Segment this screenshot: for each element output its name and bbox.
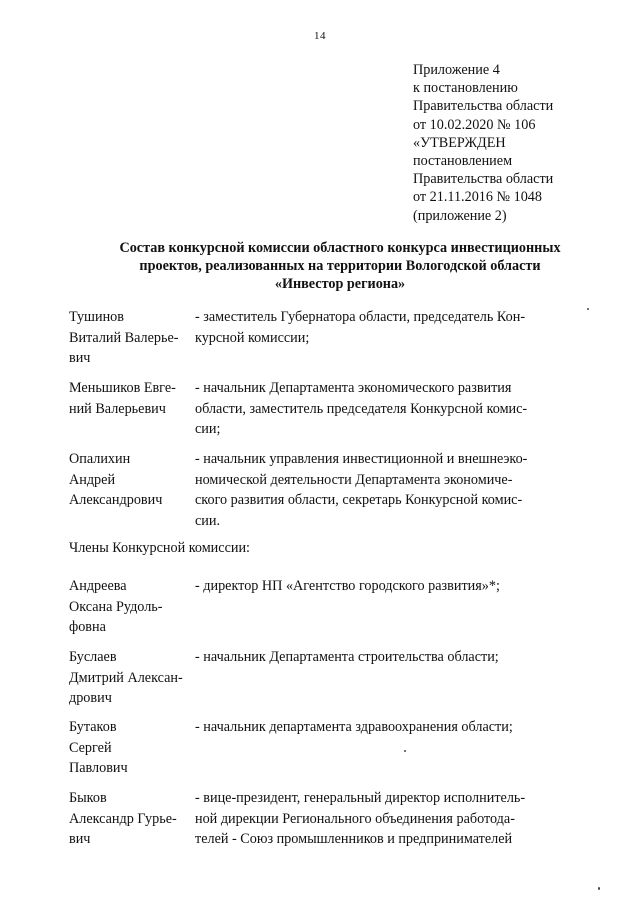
name-line: Дмитрий Алексан-	[69, 669, 183, 686]
role-line: - директор НП «Агентство городского развития»*;	[195, 578, 500, 594]
name-line: Буслаев	[69, 649, 117, 665]
appendix-line: Правительства области	[413, 171, 554, 188]
name-line: дрович	[69, 690, 112, 706]
appendix-line: от 10.02.2020 № 106	[413, 116, 536, 133]
person-role	[195, 647, 565, 668]
name-line: ний Валерьевич	[69, 400, 166, 417]
person-role	[195, 307, 565, 348]
scan-speck	[404, 750, 406, 752]
appendix-line: (приложение 2)	[413, 207, 507, 224]
role-line: ной дирекции Регионального объединения работода-	[195, 810, 515, 827]
scan-speck	[587, 308, 589, 310]
role-line: - вице-президент, генеральный директор исполнитель-	[195, 790, 526, 806]
role-line: - начальник Департамента строительства области;	[195, 649, 499, 665]
role-line: сии.	[195, 512, 221, 529]
members-heading: Члены Конкурсной комиссии:	[69, 540, 250, 556]
role-line: - заместитель Губернатора области, председатель Кон-	[195, 309, 526, 325]
appendix-note	[413, 61, 613, 225]
title-line: проектов, реализованных на территории Вологодской области	[139, 258, 541, 275]
name-line: Опалихин	[69, 451, 131, 467]
role-line: курсной комиссии;	[195, 329, 310, 346]
person-name	[69, 307, 194, 369]
document-title	[60, 239, 620, 294]
scan-speck	[598, 887, 600, 890]
person-name	[69, 717, 194, 779]
title-line: Состав конкурсной комиссии областного конкурса инвестиционных	[119, 240, 561, 256]
appendix-line: к постановлению	[413, 80, 518, 97]
appendix-line: постановлением	[413, 153, 513, 170]
appendix-line: «УТВЕРЖДЕН	[413, 134, 506, 151]
role-line: области, заместитель председателя Конкурсной комис-	[195, 400, 528, 417]
person-name	[69, 788, 194, 850]
role-line: телей - Союз промышленников и предпринимателей	[195, 831, 513, 847]
person-name	[69, 449, 194, 511]
appendix-line: Приложение 4	[413, 62, 500, 78]
person-role	[195, 717, 565, 738]
page-number: 14	[314, 30, 326, 42]
role-line: - начальник департамента здравоохранения области;	[195, 719, 513, 735]
role-line: - начальник управления инвестиционной и внешнеэко-	[195, 451, 528, 467]
role-line: - начальник Департамента экономического развития	[195, 380, 512, 396]
name-line: Виталий Валерье-	[69, 329, 179, 346]
appendix-line: Правительства области	[413, 98, 554, 115]
name-line: фовна	[69, 619, 106, 635]
name-line: Бутаков	[69, 719, 117, 735]
person-name	[69, 576, 194, 638]
name-line: Александр Гурье-	[69, 810, 177, 827]
role-line: сии;	[195, 421, 221, 437]
person-role	[195, 449, 565, 531]
name-line: вич	[69, 831, 91, 847]
title-line: «Инвестор региона»	[274, 276, 406, 293]
name-line: Андрей	[69, 471, 116, 488]
name-line: Павлович	[69, 760, 128, 776]
name-line: вич	[69, 350, 91, 366]
person-role	[195, 788, 565, 850]
name-line: Сергей	[69, 739, 112, 756]
role-line: ского развития области, секретарь Конкурсной комис-	[195, 492, 523, 508]
person-role	[195, 378, 565, 440]
name-line: Андреева	[69, 578, 127, 594]
name-line: Оксана Рудоль-	[69, 598, 163, 615]
person-role	[195, 576, 565, 597]
role-line: номической деятельности Департамента экономиче-	[195, 471, 513, 488]
name-line: Тушинов	[69, 309, 124, 325]
appendix-line: от 21.11.2016 № 1048	[413, 189, 542, 206]
person-name	[69, 647, 194, 709]
person-name	[69, 378, 194, 419]
name-line: Меньшиков Евге-	[69, 380, 176, 396]
name-line: Быков	[69, 790, 107, 806]
name-line: Александрович	[69, 492, 163, 508]
